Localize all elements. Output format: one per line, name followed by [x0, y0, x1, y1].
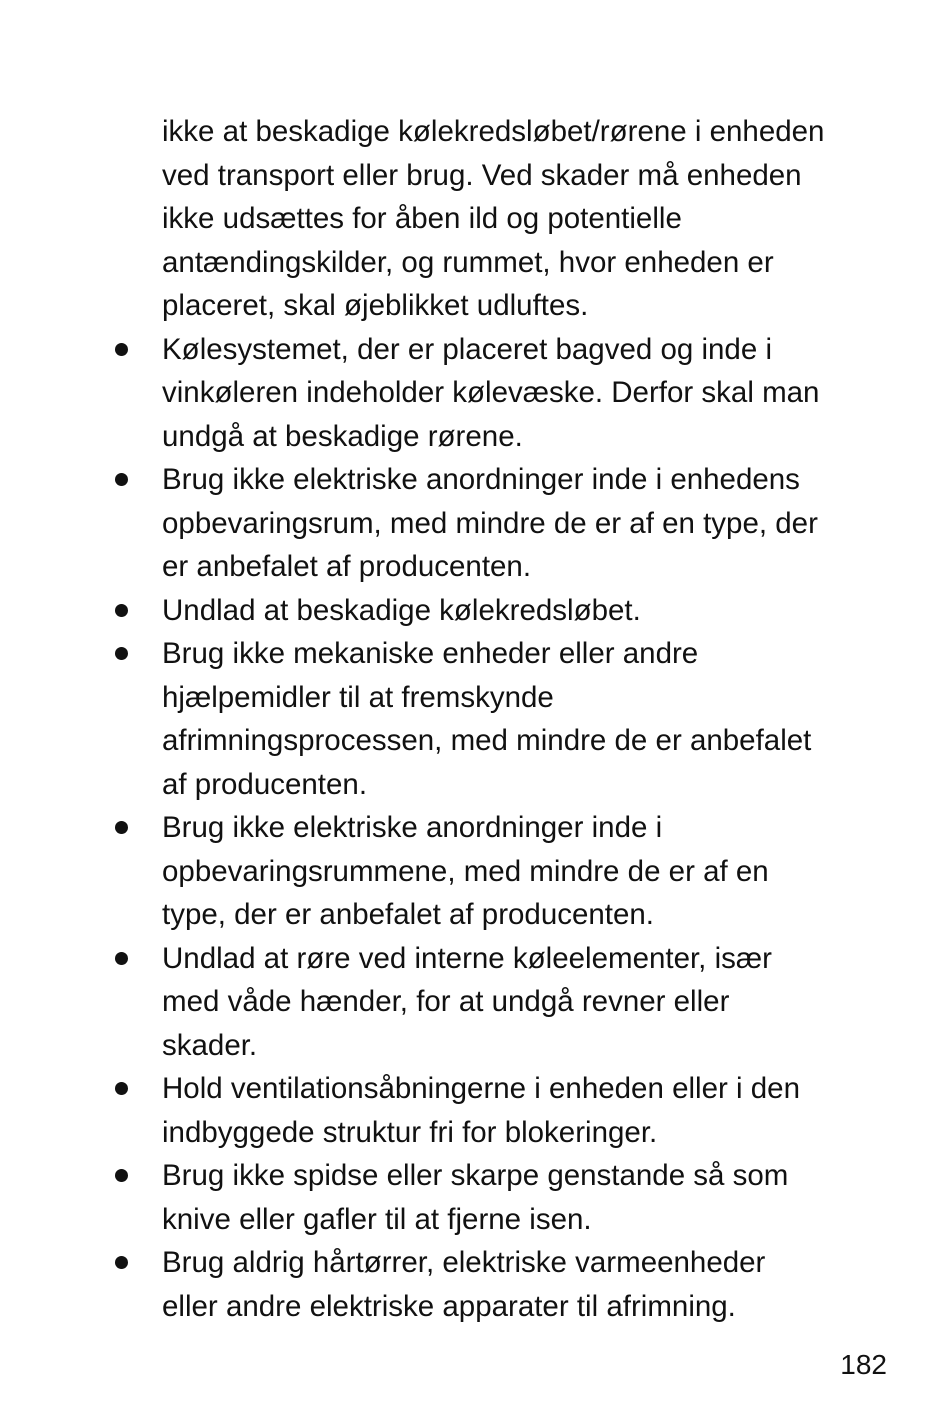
line-text: antændingskilder, og rummet, hvor enheden er: [162, 245, 774, 279]
line-text: opbevaringsrummene, med mindre de er af en: [162, 854, 769, 888]
line-text: af producenten.: [162, 767, 368, 801]
text-line: [0, 241, 950, 285]
bullet-list-item: [0, 1154, 950, 1241]
bullet-icon: [115, 1169, 128, 1182]
line-text: indbyggede struktur fri for blokeringer.: [162, 1115, 658, 1149]
text-line: [0, 1241, 950, 1285]
continuation-paragraph: [0, 110, 950, 328]
bullet-list-item: [0, 1067, 950, 1154]
line-text: opbevaringsrum, med mindre de er af en type, der: [162, 506, 818, 540]
text-line: [0, 284, 950, 328]
bullet-icon: [115, 647, 128, 660]
line-text: er anbefalet af producenten.: [162, 550, 532, 583]
text-line: [0, 632, 950, 676]
bullet-list-item: [0, 1241, 950, 1328]
text-line: [0, 1154, 950, 1198]
text-line: [0, 1198, 950, 1242]
bullet-list-item: [0, 328, 950, 459]
bullet-icon: [115, 1256, 128, 1269]
line-text: Hold ventilationsåbningerne i enheden eller i den: [162, 1072, 800, 1105]
text-line: [0, 893, 950, 937]
line-text: Brug aldrig hårtørrer, elektriske varmeenheder: [162, 1246, 766, 1279]
bullet-list-item: [0, 806, 950, 937]
line-text: Undlad at beskadige kølekredsløbet.: [162, 593, 641, 627]
bullet-icon: [115, 343, 128, 356]
bullet-list-item: [0, 589, 950, 633]
line-text: afrimningsprocessen, med mindre de er anbefalet: [162, 724, 812, 757]
text-line: [0, 154, 950, 198]
text-line: [0, 763, 950, 807]
text-line: [0, 980, 950, 1024]
safety-instructions-list: [0, 110, 950, 1328]
line-text: Brug ikke elektriske anordninger inde i: [162, 811, 663, 844]
bullet-list-item: [0, 632, 950, 806]
text-line: [0, 937, 950, 981]
line-text: ikke udsættes for åben ild og potentielle: [162, 202, 682, 235]
line-text: type, der er anbefalet af producenten.: [162, 898, 655, 931]
line-text: vinkøleren indeholder kølevæske. Derfor skal man: [162, 376, 820, 409]
text-line: [0, 806, 950, 850]
line-text: Brug ikke mekaniske enheder eller andre: [162, 637, 699, 670]
text-line: [0, 1024, 950, 1068]
text-line: [0, 545, 950, 589]
page-number: 182: [840, 1349, 887, 1380]
line-text: med våde hænder, for at undgå revner eller: [162, 985, 730, 1018]
line-text: eller andre elektriske apparater til afrimning.: [162, 1289, 736, 1323]
line-text: placeret, skal øjeblikket udluftes.: [162, 289, 589, 322]
text-line: [0, 110, 950, 154]
bullet-icon: [115, 1082, 128, 1095]
text-line: [0, 676, 950, 720]
line-text: hjælpemidler til at fremskynde: [162, 680, 554, 714]
bullet-list-item: [0, 937, 950, 1068]
text-line: [0, 458, 950, 502]
line-text: ikke at beskadige kølekredsløbet/rørene i enheden: [162, 115, 825, 148]
line-text: knive eller gafler til at fjerne isen.: [162, 1202, 592, 1236]
text-line: [0, 589, 950, 633]
bullet-icon: [115, 604, 128, 617]
bullet-icon: [115, 952, 128, 965]
line-text: ved transport eller brug. Ved skader må enheden: [162, 158, 802, 192]
bullet-list-item: [0, 458, 950, 589]
text-line: [0, 415, 950, 459]
line-text: undgå at beskadige rørene.: [162, 419, 523, 453]
bullet-icon: [115, 473, 128, 486]
text-line: [0, 197, 950, 241]
line-text: Undlad at røre ved interne køleelementer, især: [162, 941, 772, 975]
text-line: [0, 1285, 950, 1329]
line-text: Brug ikke spidse eller skarpe genstande så som: [162, 1159, 789, 1192]
text-line: [0, 502, 950, 546]
text-line: [0, 1067, 950, 1111]
text-line: [0, 1111, 950, 1155]
line-text: Brug ikke elektriske anordninger inde i enhedens: [162, 463, 800, 496]
text-line: [0, 328, 950, 372]
bullet-icon: [115, 821, 128, 834]
line-text: Kølesystemet, der er placeret bagved og inde i: [162, 332, 772, 366]
line-text: skader.: [162, 1028, 258, 1062]
text-line: [0, 371, 950, 415]
text-line: [0, 850, 950, 894]
text-line: [0, 719, 950, 763]
